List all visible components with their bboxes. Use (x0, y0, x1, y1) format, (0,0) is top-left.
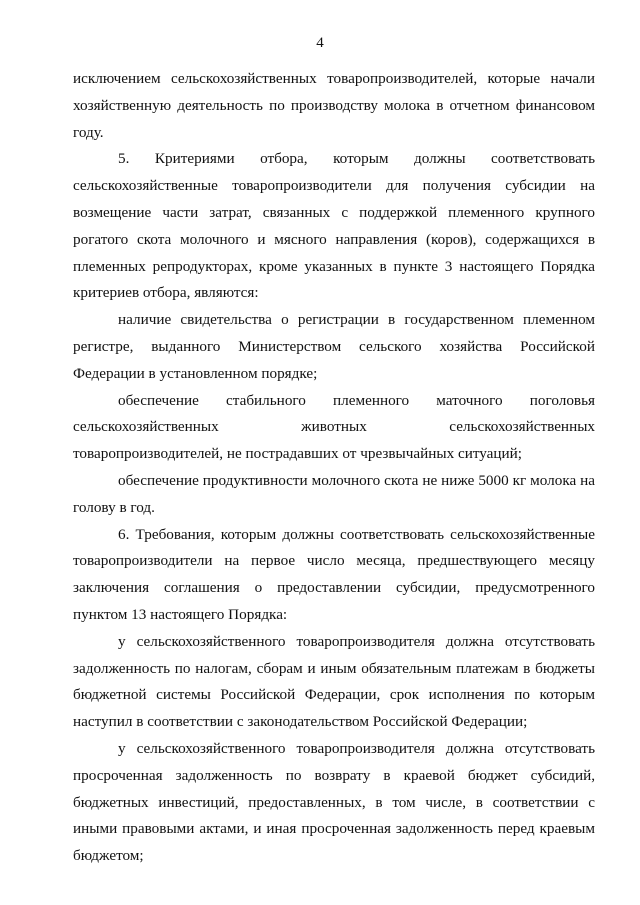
paragraph-p5a (73, 307, 595, 387)
text-line: товаропроизводителей, не пострадавших от чрезвычайных ситуаций; (73, 445, 523, 463)
text-line: рогатого скота молочного и мясного направления (коров), содержащихся в (73, 230, 595, 248)
text-line: сельскохозяйственных животных сельскохозяйственных (73, 418, 595, 436)
paragraph-p5c (73, 468, 595, 522)
text-line: сельскохозяйственные товаропроизводители для получения субсидии на (73, 177, 595, 195)
text-line: обеспечение стабильного племенного маточного поголовья (118, 391, 595, 409)
text-line: у сельскохозяйственного товаропроизводителя должна отсутствовать (118, 739, 595, 757)
text-line: 6. Требования, которым должны соответствовать сельскохозяйственные (118, 525, 595, 543)
paragraph-p5 (73, 146, 595, 307)
paragraph-p-cont (73, 66, 595, 146)
text-line: у сельскохозяйственного товаропроизводителя должна отсутствовать (118, 632, 595, 650)
paragraph-p6b (73, 736, 595, 870)
document-body (73, 66, 595, 870)
text-line: бюджетных инвестиций, предоставленных, в том числе, в соответствии с (73, 793, 595, 811)
text-line: хозяйственную деятельность по производству молока в отчетном финансовом (73, 96, 595, 114)
text-line: возмещение части затрат, связанных с поддержкой племенного крупного (73, 203, 595, 221)
text-line: заключения соглашения о предоставлении субсидии, предусмотренного (73, 579, 595, 597)
text-line: голову в год. (73, 498, 155, 516)
text-line: исключением сельскохозяйственных товаропроизводителей, которые начали (73, 70, 595, 87)
text-line: обеспечение продуктивности молочного скота не ниже 5000 кг молока на (118, 471, 595, 489)
text-line: году. (73, 123, 104, 141)
text-line: пунктом 13 настоящего Порядка: (73, 605, 288, 623)
text-line: наличие свидетельства о регистрации в государственном племенном (118, 311, 595, 329)
text-line: 5. Критериями отбора, которым должны соответствовать (118, 150, 595, 168)
paragraph-p5b (73, 388, 595, 468)
text-line: бюджетной системы Российской Федерации, срок исполнения по которым (73, 686, 595, 704)
text-line: критериев отбора, являются: (73, 284, 259, 302)
paragraph-p6a (73, 629, 595, 736)
text-line: задолженность по налогам, сборам и иным обязательным платежам в бюджеты (73, 659, 595, 677)
paragraph-p6 (73, 522, 595, 629)
text-line: бюджетом; (73, 847, 144, 865)
text-line: регистре, выданного Министерством сельского хозяйства Российской (73, 337, 595, 355)
text-line: племенных репродукторах, кроме указанных в пункте 3 настоящего Порядка (73, 257, 595, 275)
text-line: Федерации в установленном порядке; (73, 364, 318, 382)
text-line: товаропроизводители на первое число месяца, предшествующего месяцу (73, 552, 595, 570)
text-line: просроченная задолженность по возврату в краевой бюджет субсидий, (73, 766, 595, 784)
page-number: 4 (316, 35, 324, 51)
text-line: наступил в соответствии с законодательством Российской Федерации; (73, 713, 528, 731)
text-line: иными правовыми актами, и иная просроченная задолженность перед краевым (73, 820, 595, 838)
